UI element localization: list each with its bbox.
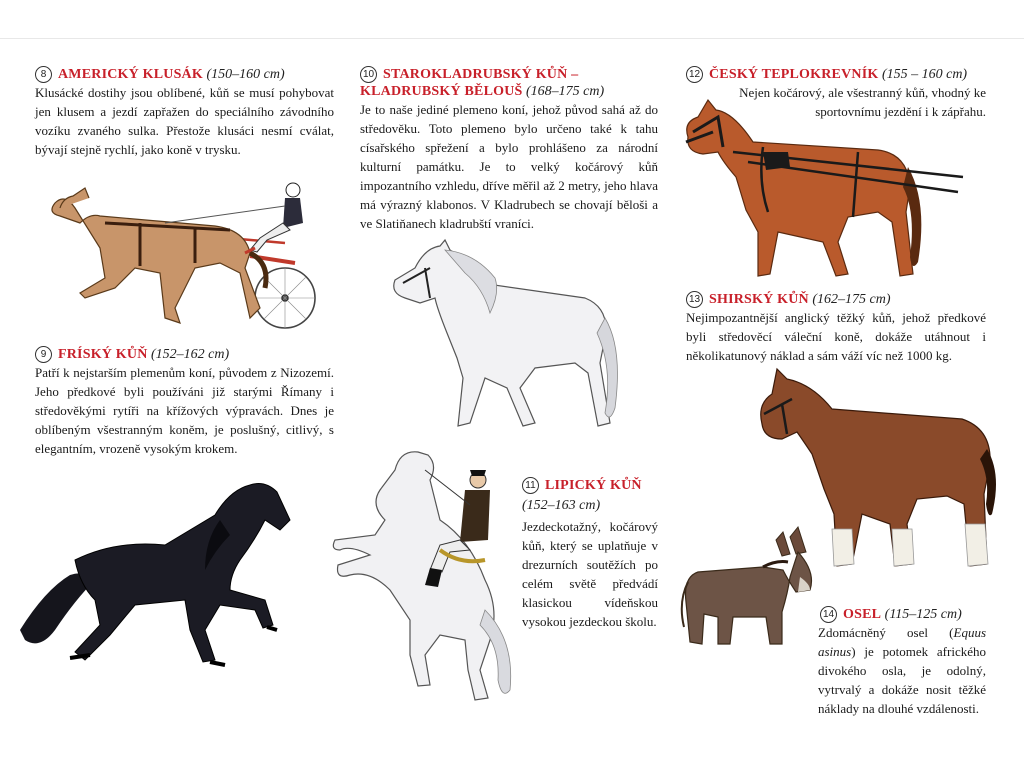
entry-size: (152–162 cm): [151, 347, 230, 362]
entry-text: Je to naše jediné plemeno koní, jehož původ sahá až do středověku. Toto plemeno bylo určeno také k tahu císařského spřežení a bylo prohlášeno za národní kulturní památku. Je to velký kočárový kůň impozantního vzhledu, dříve měřil až 2 metry, jeho hlava má výrazný klabonos. V Kladrubech se chovají běloši a ve Slatiňanech kladrubští vraníci.: [360, 102, 658, 231]
entry-number-badge: 13: [686, 291, 703, 308]
entry-text: Jezdeckotažný, kočárový kůň, který se uplatňuje v drezurních soutěžích po celém světě předvádí klasickou vídeňskou vysokou jezdeckou školu.: [522, 519, 658, 629]
entry-text: Patří k nejstarším plemenům koní, původem z Nizozemí. Jeho předkové byli používáni již starými Římany i středověkými rytíři na křížových výpravách. Dnes je oblíbeným všestranným koněm, je poslušný, citlivý, s elegantním, vrozeně vysokým krokem.: [35, 365, 334, 456]
entry-title: FRÍSKÝ KŮŇ: [58, 347, 148, 362]
entry-size: (162–175 cm): [812, 292, 891, 307]
kladruber-horse-illustration: [385, 238, 630, 438]
entry-kladruber: [360, 66, 658, 233]
entry-title-line2: KLADRUBSKÝ BĚLOUŠ: [360, 84, 523, 99]
entry-size: (150–160 cm): [206, 67, 285, 82]
page-top-rule: [0, 38, 1024, 39]
entry-heading: [35, 66, 334, 83]
entry-title-line1: STAROKLADRUBSKÝ KŮŇ –: [383, 67, 579, 82]
entry-title: AMERICKÝ KLUSÁK: [58, 67, 203, 82]
entry-number-badge: 9: [35, 346, 52, 363]
entry-size: (168–175 cm): [526, 84, 605, 99]
entry-text: [818, 623, 986, 718]
trotter-sulky-illustration: [45, 168, 320, 333]
entry-donkey: [686, 606, 986, 718]
entry-heading-line2: [522, 497, 658, 514]
entry-size: (115–125 cm): [884, 607, 962, 622]
entry-text: Nejimpozantnější anglický těžký kůň, jehož předkové byli středověcí váleční koně, dokáže utáhnout i několikatunový náklad a sám váží víc než 1000 kg.: [686, 310, 986, 363]
entry-size: (152–163 cm): [522, 498, 601, 513]
entry-friesian: [35, 346, 334, 458]
entry-heading: [522, 477, 658, 494]
entry-title: ČESKÝ TEPLOKREVNÍK: [709, 67, 879, 82]
czech-warmblood-illustration: [678, 92, 968, 282]
entry-heading: [35, 346, 334, 363]
friesian-horse-illustration: [15, 480, 300, 670]
entry-text-latin: Equus asinus: [818, 625, 986, 659]
entry-shire: [686, 291, 986, 365]
entry-number-badge: 10: [360, 66, 377, 83]
entry-number-badge: 8: [35, 66, 52, 83]
entry-text-post: ) je potomek afrického divokého osla, je odolný, vytrvalý a dokáže nosit těžké náklady na dlouhé vzdálenosti.: [818, 644, 986, 716]
entry-size: (155 – 160 cm): [881, 67, 968, 82]
entry-text: Nejen kočárový, ale všestranný kůň, vhodný ke sportovnímu jezdění i k zápřahu.: [739, 85, 986, 119]
entry-number-badge: 11: [522, 477, 539, 494]
entry-number-badge: 12: [686, 66, 703, 83]
entry-title: OSEL: [843, 607, 882, 622]
entry-title: SHIRSKÝ KŮŇ: [709, 292, 809, 307]
entry-heading: [820, 606, 986, 623]
entry-lipizzaner: [522, 477, 658, 631]
entry-text-pre: Zdomácněný osel (: [818, 625, 954, 640]
entry-number-badge: 14: [820, 606, 837, 623]
lipizzaner-horse-illustration: [330, 450, 525, 705]
entry-heading-line2: [360, 83, 658, 100]
entry-heading: [686, 291, 986, 308]
entry-text: Klusácké dostihy jsou oblíbené, kůň se musí pohybovat jen klusem a jezdí zapřažen do speciálního závodního vozíku zvaného sulka. Přestože klusáci nesmí cválat, bývají stejně rychlí, jako koně v trysku.: [35, 85, 334, 157]
entry-american-trotter: [35, 66, 334, 159]
entry-heading: [686, 66, 986, 83]
entry-title: LIPICKÝ KŮŇ: [545, 478, 642, 493]
entry-heading: [360, 66, 658, 83]
